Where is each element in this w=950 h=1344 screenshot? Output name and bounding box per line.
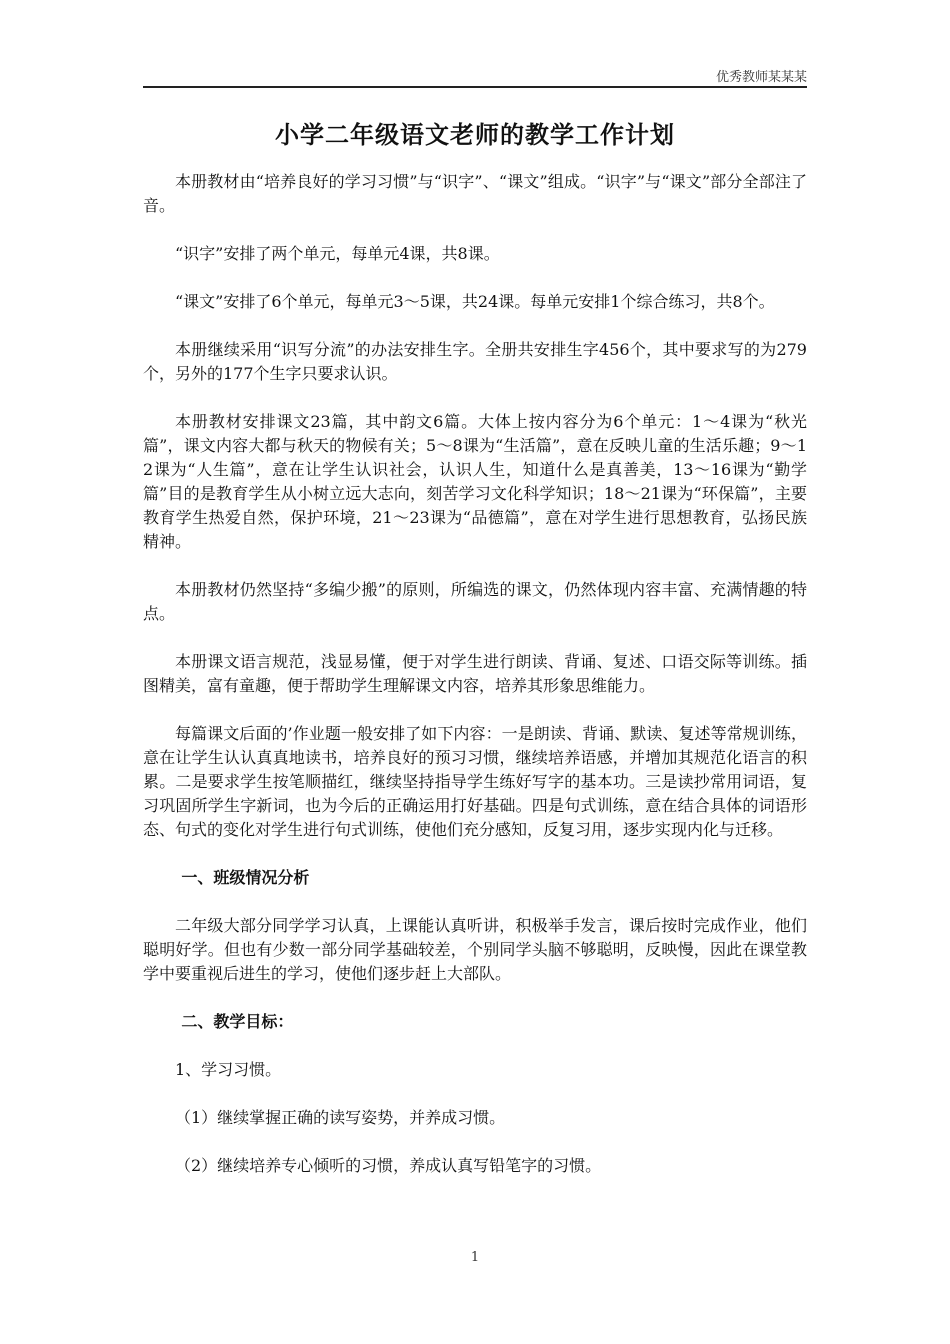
document-title: 小学二年级语文老师的教学工作计划 [275, 120, 675, 149]
paragraph-language: 本册课文语言规范，浅显易懂，便于对学生进行朗读、背诵、复述、口语交际等训练。插图精美，富有童趣，便于帮助学生理解课文内容，培养其形象思维能力。 [143, 652, 807, 695]
paragraph-units: 本册教材安排课文23篇，其中韵文6篇。大体上按内容分为6个单元：1～4课为“秋光篇”，课文内容大都与秋天的物候有关；5～8课为“生活篇”，意在反映儿童的生活乐趣；9～12课为“人生篇”，意在让学生认识社会，认识人生，知道什么是真善美，13～16课为“勤学篇”目的是教育学生从小树立远大志向，刻苦学习文化科学知识；18～21课为“环保篇”，主要教育学生热爱自然，保护环境，21～23课为“品德篇”，意在对学生进行思想教育，弘扬民族精神。 [143, 412, 807, 551]
page-header [143, 66, 807, 88]
page-number: 1 [470, 1250, 480, 1265]
paragraph-literacy: “识字”安排了两个单元，每单元4课，共8课。 [175, 244, 500, 263]
goal-item: 1、学习习惯。 [175, 1060, 282, 1079]
paragraph-principle: 本册教材仍然坚持“多编少搬”的原则，所编选的课文，仍然体现内容丰富、充满情趣的特点。 [143, 580, 807, 623]
section-heading-class-analysis: 一、班级情况分析 [181, 868, 310, 887]
paragraph-characters: 本册继续采用“识写分流”的办法安排生字。全册共安排生字456个，其中要求写的为279个，另外的177个生字只要求认识。 [143, 340, 807, 383]
paragraph-texts: “课文”安排了6个单元，每单元3～5课，共24课。每单元安排1个综合练习，共8个。 [175, 292, 775, 311]
goal-item: （2）继续培养专心倾听的习惯，养成认真写铅笔字的习惯。 [175, 1156, 602, 1175]
paragraph-intro: 本册教材由“培养良好的学习习惯”与“识字”、“课文”组成。“识字”与“课文”部分全部注了音。 [143, 172, 807, 215]
header-author: 优秀教师某某某 [715, 70, 807, 85]
document-body [143, 170, 807, 1202]
section-heading-teaching-goals: 二、教学目标： [181, 1012, 294, 1031]
paragraph-class-analysis: 二年级大部分同学学习认真，上课能认真听讲，积极举手发言，课后按时完成作业，他们聪明好学。但也有少数一部分同学基础较差，个别同学头脑不够聪明，反映慢，因此在课堂教学中要重视后进生的学习，使他们逐步赶上大部队。 [143, 916, 807, 983]
paragraph-exercises: 每篇课文后面的’作业题一般安排了如下内容：一是朗读、背诵、默读、复述等常规训练，意在让学生认认真真地读书，培养良好的预习习惯，继续培养语感，并增加其规范化语言的积累。二是要求学生按笔顺描红，继续坚持指导学生练好写字的基本功。三是读抄常用词语，复习巩固所学生字新词，也为今后的正确运用打好基础。四是句式训练，意在结合具体的词语形态、句式的变化对学生进行句式训练，使他们充分感知，反复习用，逐步实现内化与迁移。 [143, 724, 807, 839]
goal-item: （1）继续掌握正确的读写姿势，并养成习惯。 [175, 1108, 506, 1127]
